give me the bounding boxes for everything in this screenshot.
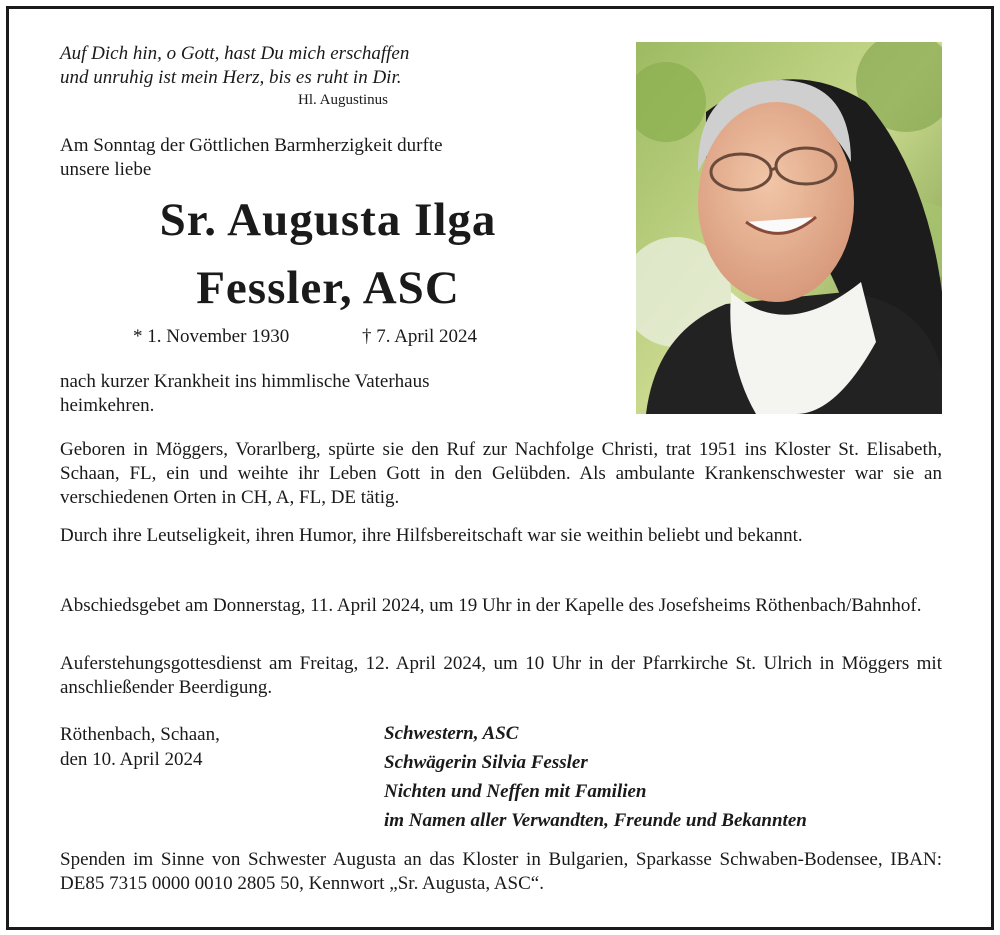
intro-text xyxy=(60,134,600,182)
mourners-list xyxy=(384,719,807,835)
intro-line: Am Sonntag der Göttlichen Barmherzigkeit durfte xyxy=(60,135,443,156)
passing-text xyxy=(60,370,600,418)
passing-line: nach kurzer Krankheit ins himmlische Vaterhaus xyxy=(60,371,430,392)
deceased-name-line-1: Sr. Augusta Ilga xyxy=(159,194,497,246)
farewell-prayer-paragraph: Abschiedsgebet am Donnerstag, 11. April 2024, um 19 Uhr in der Kapelle des Josefsheims Röthenbach/Bahnhof. xyxy=(60,595,922,616)
place-line: Röthenbach, Schaan, xyxy=(60,724,220,745)
bible-quote xyxy=(60,42,409,90)
intro-line: unsere liebe xyxy=(60,159,152,180)
birth-date: * 1. November 1930 xyxy=(133,326,290,347)
death-date: † 7. April 2024 xyxy=(362,326,478,347)
mourner-entry: Schwägerin Silvia Fessler xyxy=(384,752,588,773)
quote-author: Hl. Augustinus xyxy=(298,92,389,108)
passing-line: heimkehren. xyxy=(60,395,155,416)
donation-paragraph: Spenden im Sinne von Schwester Augusta an das Kloster in Bulgarien, Sparkasse Schwaben-Bodensee, IBAN: DE85 7315 0000 0010 2805 50, Kennwort „Sr. Augusta, ASC“. xyxy=(60,849,942,894)
biography-paragraph: Geboren in Möggers, Vorarlberg, spürte sie den Ruf zur Nachfolge Christi, trat 1951 ins Kloster St. Elisabeth, Schaan, FL, ein und weihte ihr Leben Gott in den Gelübden. Als ambulante Krankenschwester war sie an verschiedenen Orten in CH, A, FL, DE tätig. xyxy=(60,439,942,508)
quote-line: und unruhig ist mein Herz, bis es ruht in Dir. xyxy=(60,67,402,88)
character-paragraph: Durch ihre Leutseligkeit, ihren Humor, ihre Hilfsbereitschaft war sie weithin beliebt und bekannt. xyxy=(60,525,803,546)
mourner-entry: Schwestern, ASC xyxy=(384,723,519,744)
mourner-entry: im Namen aller Verwandten, Freunde und Bekannten xyxy=(384,810,807,831)
quote-line: Auf Dich hin, o Gott, hast Du mich erschaffen xyxy=(60,43,410,64)
portrait-photo xyxy=(636,42,942,414)
funeral-service-paragraph: Auferstehungsgottesdienst am Freitag, 12. April 2024, um 10 Uhr in der Pfarrkirche St. Ulrich in Möggers mit anschließender Beerdigung. xyxy=(60,653,942,698)
mourner-entry: Nichten und Neffen mit Familien xyxy=(384,781,647,802)
deceased-name-line-2: Fessler, ASC xyxy=(196,262,460,314)
date-line: den 10. April 2024 xyxy=(60,749,203,770)
place-and-date xyxy=(60,722,220,772)
